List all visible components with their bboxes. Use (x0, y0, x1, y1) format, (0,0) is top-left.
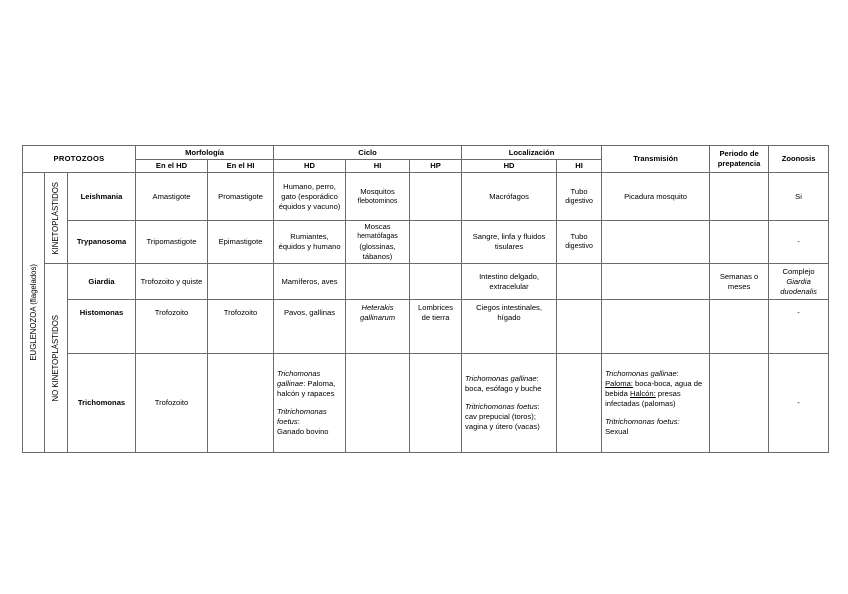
protozoos-table (22, 145, 829, 453)
cell-text: : Paloma, halcón y rapaces (277, 379, 336, 398)
table-row (23, 264, 829, 300)
cell-loc-hd: Sangre, linfa y fluidos tisulares (462, 221, 557, 264)
cell-text: : (676, 369, 679, 378)
cell-text: Tubo (570, 232, 588, 241)
header-ciclo: Ciclo (274, 146, 462, 160)
organism-name: Histomonas (68, 300, 136, 354)
cell-loc-hi (557, 264, 602, 300)
cell-text: presas infectadas (palomas) (605, 389, 681, 408)
cell-morf-hd: Tripomastigote (136, 221, 208, 264)
cell-ciclo-hi (346, 354, 410, 453)
cell-text: cav prepucial (toros); vagina y útero (vacas) (465, 412, 540, 431)
header-en-hi: En el HI (208, 160, 274, 173)
cell-ciclo-hi (346, 300, 410, 354)
cell-morf-hi (208, 354, 274, 453)
cell-ciclo-hp (410, 173, 462, 221)
cell-loc-hd: Ciegos intestinales, hígado (462, 300, 557, 354)
cell-transmision (602, 354, 710, 453)
cell-ciclo-hp (410, 221, 462, 264)
group-kinetoplastidos (45, 173, 68, 264)
group-euglenozoa (23, 173, 45, 453)
cell-transmision (602, 264, 710, 300)
organism-name: Giardia (68, 264, 136, 300)
cell-ciclo-hp (410, 264, 462, 300)
cell-text-italic: duodenalis (780, 286, 817, 296)
cell-loc-hi (557, 300, 602, 354)
cell-prepatencia (710, 354, 769, 453)
cell-block-b (277, 407, 342, 437)
cell-block-a (605, 369, 706, 409)
group-kinetoplastidos-label: KINETOPLÁSTIDOS (51, 181, 60, 255)
cell-ciclo-hd: Pavos, gallinas (274, 300, 346, 354)
cell-loc-hd: Macrófagos (462, 173, 557, 221)
cell-ciclo-hi (346, 173, 410, 221)
cell-ciclo-hp: Lombrices de tierra (410, 300, 462, 354)
cell-block-b (465, 402, 553, 432)
cell-zoonosis: - (769, 354, 829, 453)
cell-prepatencia (710, 300, 769, 354)
cell-text: Ganado bovino (277, 427, 329, 436)
cell-transmision: Picadura mosquito (602, 173, 710, 221)
cell-text: : (297, 417, 300, 426)
header-zoonosis: Zoonosis (769, 146, 829, 173)
species-name: Trichomonas gallinae (465, 374, 537, 383)
cell-prepatencia (710, 173, 769, 221)
header-loc-hi: HI (557, 160, 602, 173)
cell-text: Sexual (605, 427, 629, 436)
header-localizacion: Localización (462, 146, 602, 160)
cell-morf-hi: Epimastigote (208, 221, 274, 264)
species-name: Trichomonas gallinae (605, 369, 677, 378)
cell-text: Complejo (782, 266, 815, 276)
cell-ciclo-hd: Mamíferos, aves (274, 264, 346, 300)
table-row (23, 221, 829, 264)
cell-block-b (605, 417, 706, 437)
table-title: PROTOZOOS (23, 146, 136, 173)
header-en-hd: En el HD (136, 160, 208, 173)
cell-prepatencia (710, 221, 769, 264)
cell-text: Tubo (570, 186, 588, 196)
cell-prepatencia: Semanas o meses (710, 264, 769, 300)
cell-subtext: flebotominos (357, 197, 398, 205)
cell-morf-hd: Trofozoito (136, 300, 208, 354)
cell-ciclo-hp (410, 354, 462, 453)
group-no-kinetoplastidos (45, 264, 68, 453)
cell-zoonosis: - (769, 221, 829, 264)
cell-text: Moscas (364, 222, 391, 231)
cell-ciclo-hd: Humano, perro, gato (esporádico équidos y vacuno) (274, 173, 346, 221)
cell-text: : (536, 374, 539, 383)
species-name: Tritrichomonas foetus (465, 402, 538, 411)
table-row (23, 173, 829, 221)
header-ciclo-hp: HP (410, 160, 462, 173)
header-prepatencia: Periodo de prepatencia (710, 146, 769, 173)
cell-transmision (602, 300, 710, 354)
cell-text: Heterakis (361, 303, 394, 312)
cell-subtext: digestivo (565, 243, 593, 250)
host-label: Paloma: (605, 379, 633, 388)
cell-ciclo-hd (274, 354, 346, 453)
cell-loc-hd (462, 354, 557, 453)
header-loc-hd: HD (462, 160, 557, 173)
cell-morf-hd: Trofozoito (136, 354, 208, 453)
species-name: Tritrichomonas (277, 407, 327, 416)
cell-morf-hd: Trofozoito y quiste (136, 264, 208, 300)
species-epithet: gallinae (277, 379, 304, 388)
cell-loc-hi (557, 221, 602, 264)
cell-block-a (277, 369, 342, 399)
cell-morf-hi: Promastigote (208, 173, 274, 221)
organism-name: Leishmania (68, 173, 136, 221)
cell-subtext: hematófagas (357, 233, 398, 240)
cell-subtext: digestivo (565, 197, 593, 205)
host-label: Halcón: (629, 389, 656, 398)
cell-ciclo-hd: Rumiantes, équidos y humano (274, 221, 346, 264)
header-ciclo-hd: HD (274, 160, 346, 173)
organism-name: Trypanosoma (68, 221, 136, 264)
cell-zoonosis: Si (769, 173, 829, 221)
cell-morf-hd: Amastigote (136, 173, 208, 221)
cell-transmision (602, 221, 710, 264)
table-row (23, 354, 829, 453)
header-ciclo-hi: HI (346, 160, 410, 173)
species-name: Tritrichomonas foetus: (605, 417, 680, 426)
header-morfologia: Morfología (136, 146, 274, 160)
species-epithet: foetus (277, 417, 298, 426)
cell-loc-hi (557, 354, 602, 453)
cell-ciclo-hi (346, 264, 410, 300)
cell-text-extra: (glossinas, tábanos) (359, 242, 396, 261)
cell-ciclo-hi (346, 221, 410, 264)
header-transmision: Transmisión (602, 146, 710, 173)
cell-text: boca, esófago y buche (465, 384, 542, 393)
species-name: Trichomonas (277, 369, 321, 378)
organism-name: Trichomonas (68, 354, 136, 453)
cell-loc-hi (557, 173, 602, 221)
cell-zoonosis: - (769, 300, 829, 354)
cell-loc-hd: Intestino delgado, extracelular (462, 264, 557, 300)
cell-morf-hi (208, 264, 274, 300)
cell-zoonosis (769, 264, 829, 300)
cell-text: boca-boca, agua de bebida (605, 379, 703, 398)
cell-morf-hi: Trofozoito (208, 300, 274, 354)
group-no-kinetoplastidos-label: NO KINETOPLÁSTIDOS (51, 314, 60, 402)
cell-text-italic: Giardia (786, 276, 811, 286)
group-euglenozoa-label: EUGLENOZOA (flagelados) (28, 264, 38, 361)
cell-text: Mosquitos (360, 186, 395, 196)
cell-text: : (537, 402, 540, 411)
table-row (23, 300, 829, 354)
cell-block-a (465, 374, 553, 394)
cell-text: gallinarum (359, 313, 396, 322)
